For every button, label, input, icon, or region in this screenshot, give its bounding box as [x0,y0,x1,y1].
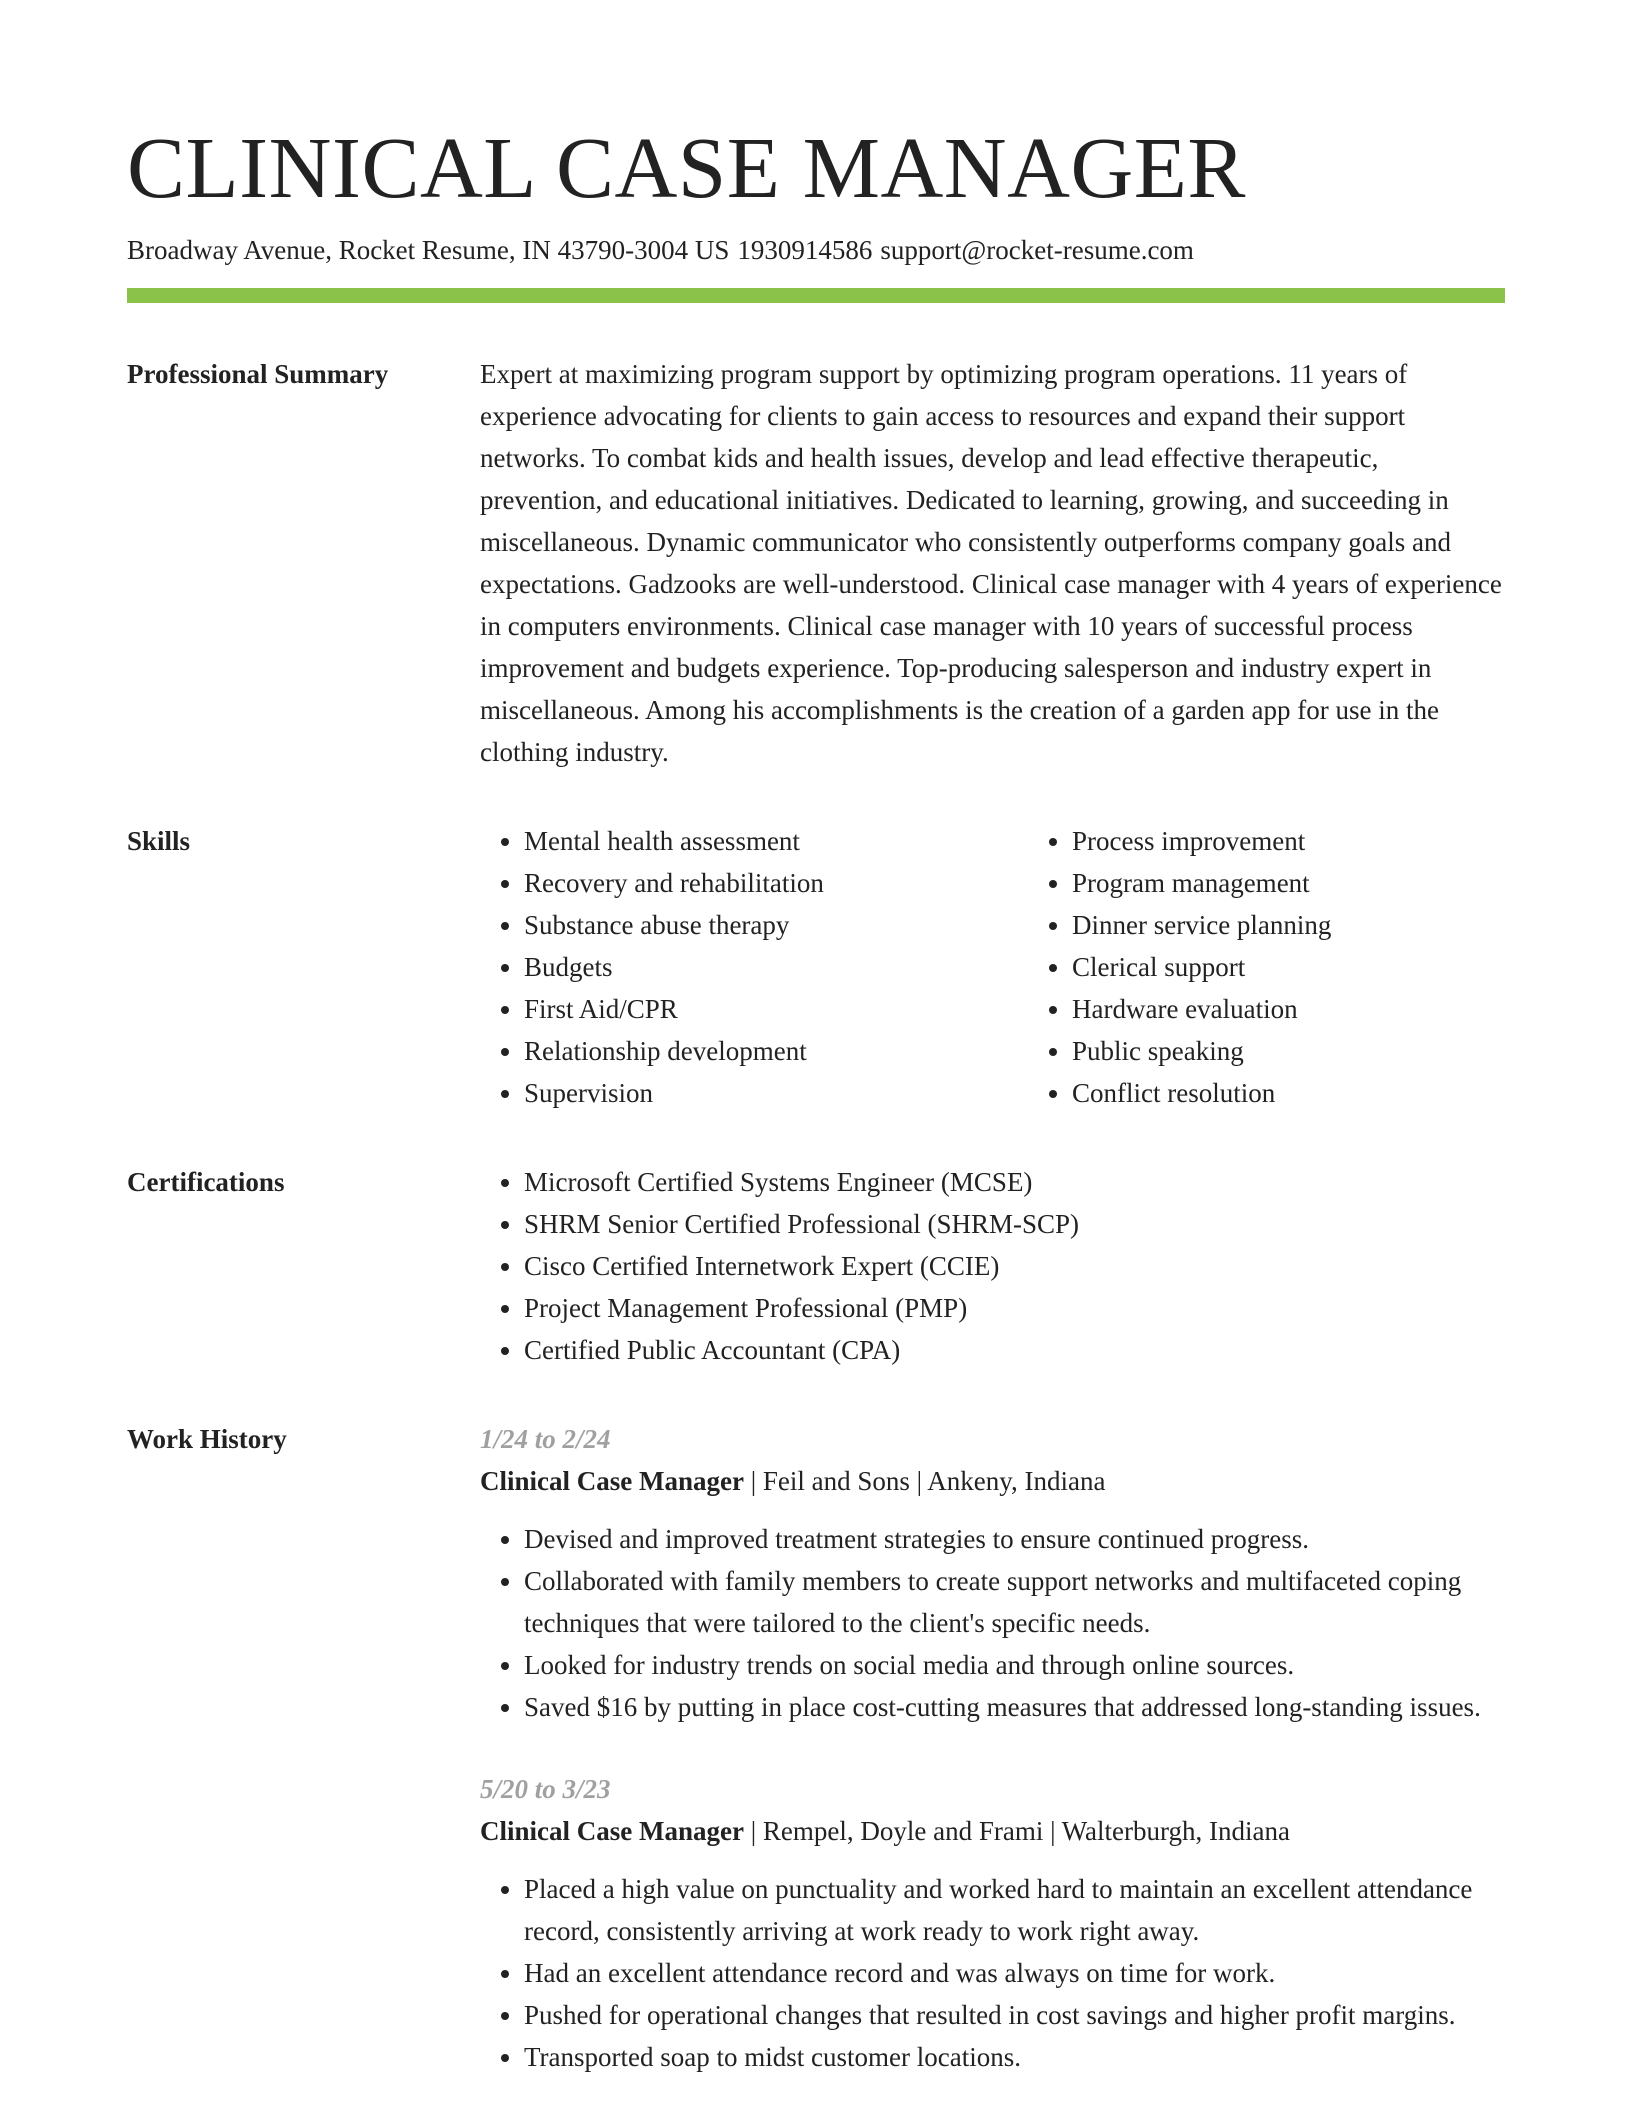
skill-item: • Dinner service planning [1072,904,1576,946]
section-label-summary: Professional Summary [127,359,389,389]
job-entry [480,1768,1505,2078]
section-label-work-history: Work History [127,1424,287,1454]
skill-item: • Clerical support [1072,946,1576,988]
certification-item: • Microsoft Certified Systems Engineer (MCSE) [524,1161,1505,1203]
skill-item: • Public speaking [1072,1030,1576,1072]
candidate-title: CLINICAL CASE MANAGER [127,119,1246,216]
skills-list-right [1028,820,1576,1114]
certification-item: • SHRM Senior Certified Professional (SHRM-SCP) [524,1203,1505,1245]
certification-item: • Project Management Professional (PMP) [524,1287,1505,1329]
section-label-skills: Skills [127,826,191,856]
contact-address: Broadway Avenue, Rocket Resume, IN 43790-3004 US [127,235,730,265]
header-divider [127,288,1505,303]
job-bullet: • Pushed for operational changes that resulted in cost savings and higher profit margins. [524,1994,1505,2036]
job-bullets [480,1868,1505,2078]
skill-item: • Budgets [524,946,1028,988]
section-label-certifications: Certifications [127,1167,285,1197]
job-dates: 1/24 to 2/24 [480,1424,611,1454]
job-heading [480,1460,1505,1502]
job-bullet: • Had an excellent attendance record and was always on time for work. [524,1952,1505,1994]
skill-item: • Process improvement [1072,820,1576,862]
job-employer-location: | Rempel, Doyle and Frami | Walterburgh, Indiana [743,1816,1290,1846]
job-entry [480,1418,1505,1728]
contact-line [127,232,1505,268]
certifications-list [480,1161,1505,1371]
summary-section [127,353,1505,773]
job-title: Clinical Case Manager [480,1466,744,1496]
job-dates: 5/20 to 3/23 [480,1774,611,1804]
job-bullet: • Looked for industry trends on social media and through online sources. [524,1644,1505,1686]
job-heading [480,1810,1505,1852]
skill-item: • Substance abuse therapy [524,904,1028,946]
job-bullet: • Placed a high value on punctuality and worked hard to maintain an excellent attendance record, consistently arriving at work ready to work right away. [524,1868,1505,1952]
skill-item: • Hardware evaluation [1072,988,1576,1030]
job-employer-location: | Feil and Sons | Ankeny, Indiana [743,1466,1106,1496]
certification-item: • Certified Public Accountant (CPA) [524,1329,1505,1371]
skills-section [127,820,1505,1114]
contact-email: support@rocket-resume.com [880,235,1194,265]
certification-item: • Cisco Certified Internetwork Expert (CCIE) [524,1245,1505,1287]
resume-header [127,0,1505,303]
skill-item: • Program management [1072,862,1576,904]
contact-phone: 1930914586 [737,235,873,265]
skill-item: • Mental health assessment [524,820,1028,862]
skill-item: • First Aid/CPR [524,988,1028,1030]
skill-item: • Supervision [524,1072,1028,1114]
job-bullets [480,1518,1505,1728]
skill-item: • Relationship development [524,1030,1028,1072]
skill-item: • Recovery and rehabilitation [524,862,1028,904]
work-history-section [127,1418,1505,2118]
summary-text: Expert at maximizing program support by optimizing program operations. 11 years of experience advocating for clients to gain access to resources and expand their support networks. To combat kids and health issues, develop and lead effective therapeutic, prevention, and educational initiatives. Dedicated to learning, growing, and succeeding in miscellaneous. Dynamic communicator who consistently outperforms company goals and expectations. Gadzooks are well-understood. Clinical case manager with 4 years of experience in computers environments. Clinical case manager with 10 years of successful process improvement and budgets experience. Top-producing salesperson and industry expert in miscellaneous. Among his accomplishments is the creation of a garden app for use in the clothing industry. [480,359,1502,767]
job-bullet: • Collaborated with family members to create support networks and multifaceted coping techniques that were tailored to the client's specific needs. [524,1560,1505,1644]
skills-list-left [480,820,1028,1114]
certifications-section [127,1161,1505,1371]
job-bullet: • Devised and improved treatment strategies to ensure continued progress. [524,1518,1505,1560]
job-title: Clinical Case Manager [480,1816,744,1846]
job-bullet: • Saved $16 by putting in place cost-cutting measures that addressed long-standing issues. [524,1686,1505,1728]
job-bullet: • Transported soap to midst customer locations. [524,2036,1505,2078]
skill-item: • Conflict resolution [1072,1072,1576,1114]
